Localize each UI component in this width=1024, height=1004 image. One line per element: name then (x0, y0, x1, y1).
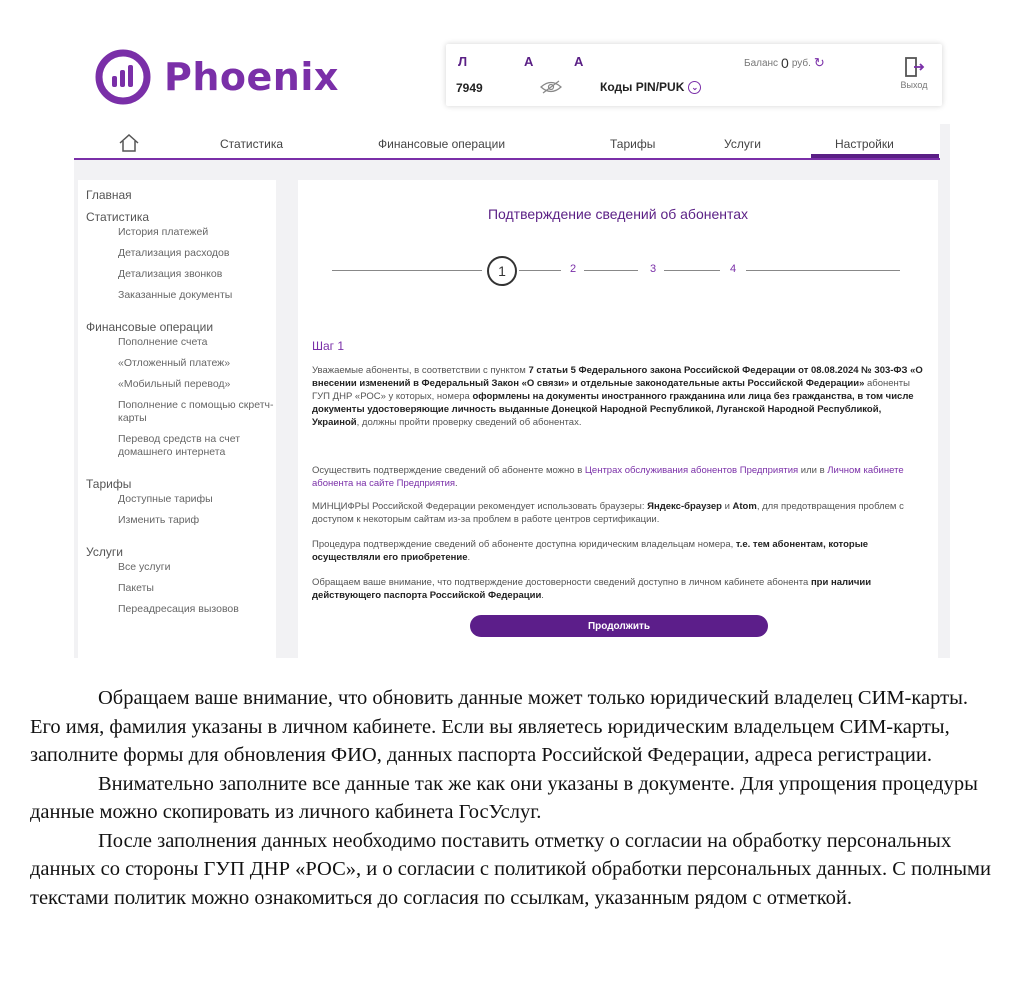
verification-paragraph: Осуществить подтверждение сведений об абоненте можно в Центрах обслуживания абонентов Предприятия или в Личном кабинете абонента на сайте Предприятия. (312, 465, 904, 489)
sidebar-item-mobile-transfer[interactable]: «Мобильный перевод» (118, 378, 231, 390)
document-body (30, 684, 992, 912)
logo-text: Phoenix (164, 55, 339, 99)
balance-unit: руб. (791, 57, 811, 69)
sidebar-item-available-tariffs[interactable]: Доступные тарифы (118, 493, 213, 505)
sidebar-item-payment-history[interactable]: История платежей (118, 226, 209, 238)
top-bar (74, 26, 950, 124)
sidebar-item-deferred-payment[interactable]: «Отложенный платеж» (118, 357, 231, 369)
sidebar-item-scratch-card[interactable]: Пополнение с помощью скретч-карты (118, 399, 274, 424)
sidebar-group-tariffs[interactable]: Тарифы (86, 477, 132, 491)
document-paragraph: Обращаем ваше внимание, что обновить данные может только юридический владелец СИМ-карты. Его имя, фамилия указаны в личном кабинете. Если вы являетесь юридическим владельцем СИМ-карты, заполните формы для обновления ФИО, данных паспорта Российской Федерации, адреса регистрации. (30, 687, 968, 766)
sidebar-item-call-forwarding[interactable]: Переадресация вызовов (118, 603, 239, 615)
nav-financial-operations[interactable]: Финансовые операции (378, 137, 506, 151)
sidebar (78, 180, 276, 658)
balance-label: Баланс (744, 57, 779, 69)
personal-account-link[interactable]: Личном кабинете абонента на сайте Предприятия (312, 465, 904, 489)
logo[interactable] (94, 48, 339, 106)
balance (744, 55, 825, 71)
stepper-line (519, 270, 561, 271)
stepper-line (746, 270, 900, 271)
nav-tariffs[interactable]: Тарифы (610, 137, 656, 151)
screenshot-frame (74, 26, 950, 658)
step-label: Шаг 1 (312, 339, 345, 353)
logo-chart-icon (94, 48, 152, 106)
account-name-letter: Л (458, 54, 468, 69)
sidebar-item-ordered-documents[interactable]: Заказанные документы (118, 289, 233, 301)
owners-paragraph: Процедура подтверждение сведений об абоненте доступна юридическим владельцам номера, т.е. тем абонентам, которые осуществляли его приобретение. (312, 539, 869, 563)
step-number: 2 (570, 263, 577, 275)
sidebar-group-statistics[interactable]: Статистика (86, 210, 150, 224)
step-number: 4 (730, 263, 737, 275)
sidebar-item-top-up[interactable]: Пополнение счета (118, 336, 208, 348)
sidebar-group-services[interactable]: Услуги (86, 545, 123, 559)
browser-paragraph: МИНЦИФРЫ Российской Федерации рекомендует использовать браузеры: Яндекс-браузер и Atom, для предотвращения проблем с доступом к некоторым сайтам из-за проблем в работе центров сертификации. (312, 501, 904, 525)
step-current: 1 (487, 256, 517, 286)
stepper-line (332, 270, 482, 271)
nav-settings[interactable]: Настройки (835, 137, 894, 151)
stepper-line (584, 270, 638, 271)
nav-services[interactable]: Услуги (724, 137, 761, 151)
page-title: Подтверждение сведений об абонентах (487, 206, 749, 222)
pin-puk-label: Коды PIN/PUK (600, 80, 685, 94)
passport-paragraph: Обращаем ваше внимание, что подтверждение достоверности сведений доступно в личном кабинете абонента при наличии действующего паспорта Российской Федерации. (312, 577, 872, 601)
nav-statistics[interactable]: Статистика (220, 137, 284, 151)
refresh-icon[interactable]: ↻ (813, 55, 825, 70)
balance-amount: 0 (781, 55, 789, 71)
exit-icon (903, 56, 925, 78)
sidebar-item-home[interactable]: Главная (86, 188, 132, 202)
exit-button[interactable] (892, 56, 936, 90)
stepper (332, 256, 912, 286)
chevron-down-icon: ⌄ (688, 81, 701, 94)
service-centers-link[interactable]: Центрах обслуживания абонентов Предприятия (584, 465, 799, 476)
account-number: 7949 (456, 81, 483, 95)
continue-button[interactable]: Продолжить (470, 615, 768, 637)
nav-active-indicator (811, 154, 939, 158)
exit-label: Выход (900, 80, 928, 90)
step-number: 3 (650, 263, 657, 275)
stepper-line (664, 270, 720, 271)
account-name-letter: А (524, 54, 534, 69)
sidebar-item-packages[interactable]: Пакеты (118, 582, 154, 594)
document-paragraph: После заполнения данных необходимо поставить отметку о согласии на обработку персональных данных со стороны ГУП ДНР «РОС», и о согласии с политикой обработки персональных данных. С полными текстами политик можно ознакомиться до согласия по ссылкам, указанным рядом с отметкой. (30, 829, 991, 909)
sidebar-item-internet-transfer[interactable]: Перевод средств на счет домашнего интернета (118, 433, 241, 458)
document-paragraph: Внимательно заполните все данные так же как они указаны в документе. Для упрощения процедуры данные можно скопировать из личного кабинета ГосУслуг. (30, 772, 978, 823)
home-icon[interactable] (118, 134, 140, 152)
pin-puk-codes-toggle[interactable] (600, 80, 701, 94)
account-name-letter: А (574, 54, 584, 69)
main-content (298, 180, 938, 658)
eye-icon[interactable] (540, 80, 562, 94)
notice-paragraph: Уважаемые абоненты, в соответствии с пунктом 7 статьи 5 Федерального закона Российской Федерации от 08.08.2024 № 303-ФЗ «О внесении изменений в Федеральный Закон «О связи» и отдельные законодательные акты Российской Федерации» абоненты ГУП ДНР «РОС» у которых, номера оформлены на документы иностранного гражданина или лица без гражданства, в том числе документы удостоверяющие личность выданные Донецкой Народной Республикой, Луганской Народной Республикой, Украиной, должны пройти проверку сведений об абонентах. (312, 365, 923, 428)
sidebar-group-financial[interactable]: Финансовые операции (86, 320, 214, 334)
account-card (446, 44, 942, 106)
sidebar-item-call-details[interactable]: Детализация звонков (118, 268, 223, 280)
sidebar-item-change-tariff[interactable]: Изменить тариф (118, 514, 200, 526)
sidebar-item-all-services[interactable]: Все услуги (118, 561, 171, 573)
sidebar-item-expense-details[interactable]: Детализация расходов (118, 247, 230, 259)
